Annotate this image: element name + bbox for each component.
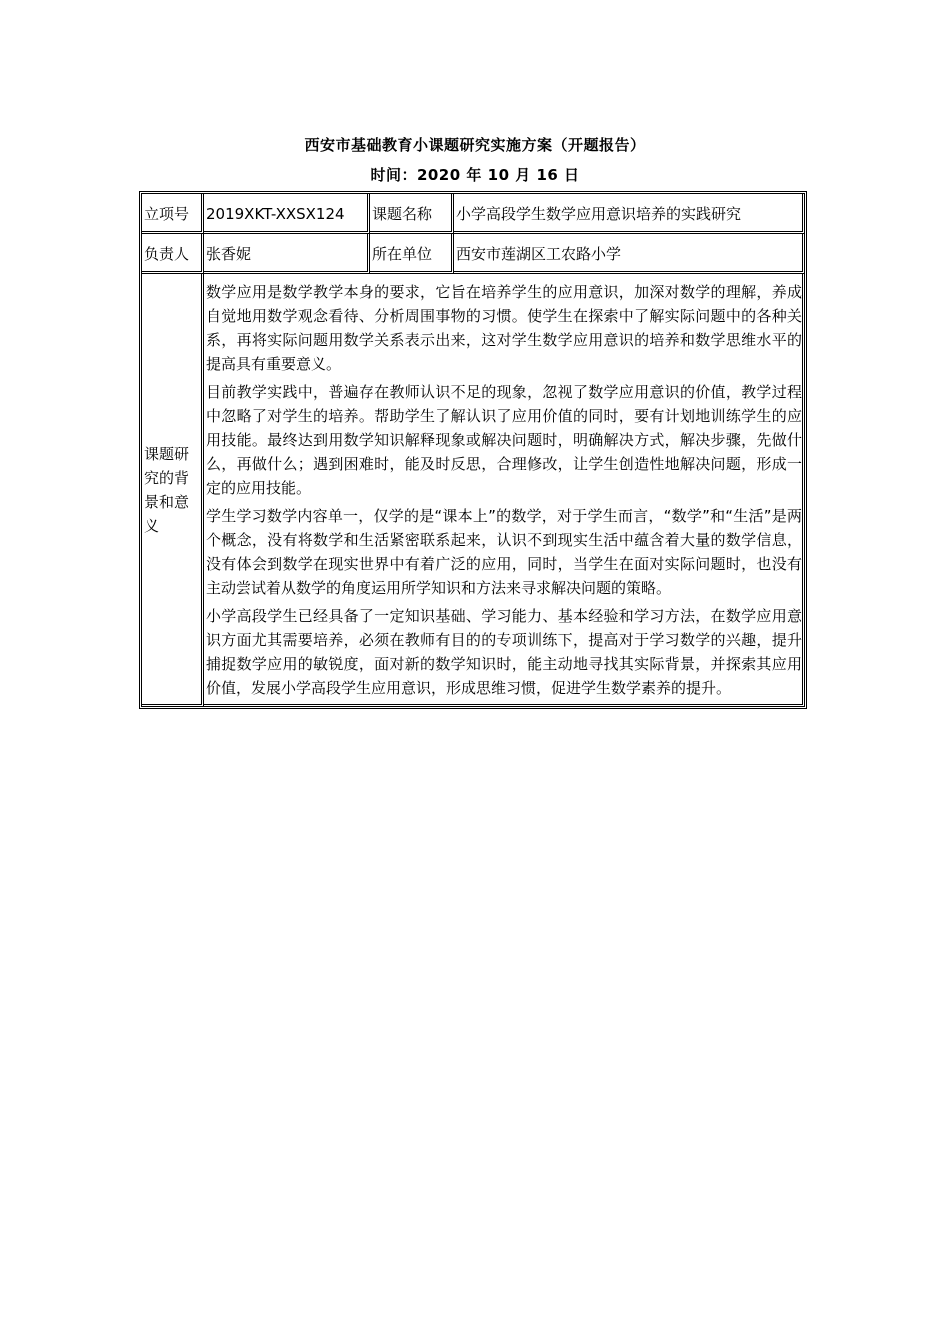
background-paragraph: 目前教学实践中，普遍存在教师认识不足的现象，忽视了数学应用意识的价值，教学过程中忽略了对学生的培养。帮助学生了解认识了应用价值的同时，要有计划地训练学生的应用技能。最终达到用数学知识解释现象或解决问题时，明确解决方式，解决步骤，先做什么，再做什么；遇到困难时，能及时反思，合理修改，让学生创造性地解决问题，形成一定的应用技能。 — [206, 383, 802, 497]
background-paragraph: 学生学习数学内容单一，仅学的是“课本上”的数学，对于学生而言，“数学”和“生活”是两个概念，没有将数学和生活紧密联系起来，认识不到现实生活中蕴含着大量的数学信息，没有体会到数学在现实世界中有着广泛的应用，同时，当学生在面对实际问题时，也没有主动尝试着从数学的角度运用所学知识和方法来寻求解决问题的策略。 — [206, 507, 802, 597]
leader-value: 张香妮 — [204, 234, 370, 274]
background-label: 课题研究的背景和意义 — [142, 274, 204, 707]
project-number-value: 2019XKT-XXSX124 — [204, 194, 370, 234]
document-date: 时间：2020 年 10 月 16 日 — [370, 166, 580, 184]
project-number-label: 立项号 — [142, 194, 204, 234]
table-row — [142, 194, 805, 234]
project-name-label: 课题名称 — [370, 194, 454, 234]
organization-value: 西安市莲湖区工农路小学 — [454, 234, 805, 274]
organization-label: 所在单位 — [370, 234, 454, 274]
table-row — [142, 234, 805, 274]
table-row — [142, 274, 805, 707]
background-paragraph: 小学高段学生已经具备了一定知识基础、学习能力、基本经验和学习方法，在数学应用意识方面尤其需要培养，必须在教师有目的的专项训练下，提高对于学习数学的兴趣，提升捕捉数学应用的敏锐度，面对新的数学知识时，能主动地寻找其实际背景，并探索其应用价值，发展小学高段学生应用意识，形成思维习惯，促进学生数学素养的提升。 — [206, 607, 802, 697]
project-name-value: 小学高段学生数学应用意识培养的实践研究 — [454, 194, 805, 234]
report-table — [141, 193, 805, 707]
leader-label: 负责人 — [142, 234, 204, 274]
background-content — [204, 274, 805, 707]
background-paragraph: 数学应用是数学教学本身的要求，它旨在培养学生的应用意识，加深对数学的理解，养成自觉地用数学观念看待、分析周围事物的习惯。使学生在探索中了解实际问题中的各种关系，再将实际问题用数学关系表示出来，这对学生数学应用意识的培养和数学思维水平的提高具有重要意义。 — [206, 283, 802, 373]
document-title: 西安市基础教育小课题研究实施方案（开题报告） — [304, 136, 646, 154]
